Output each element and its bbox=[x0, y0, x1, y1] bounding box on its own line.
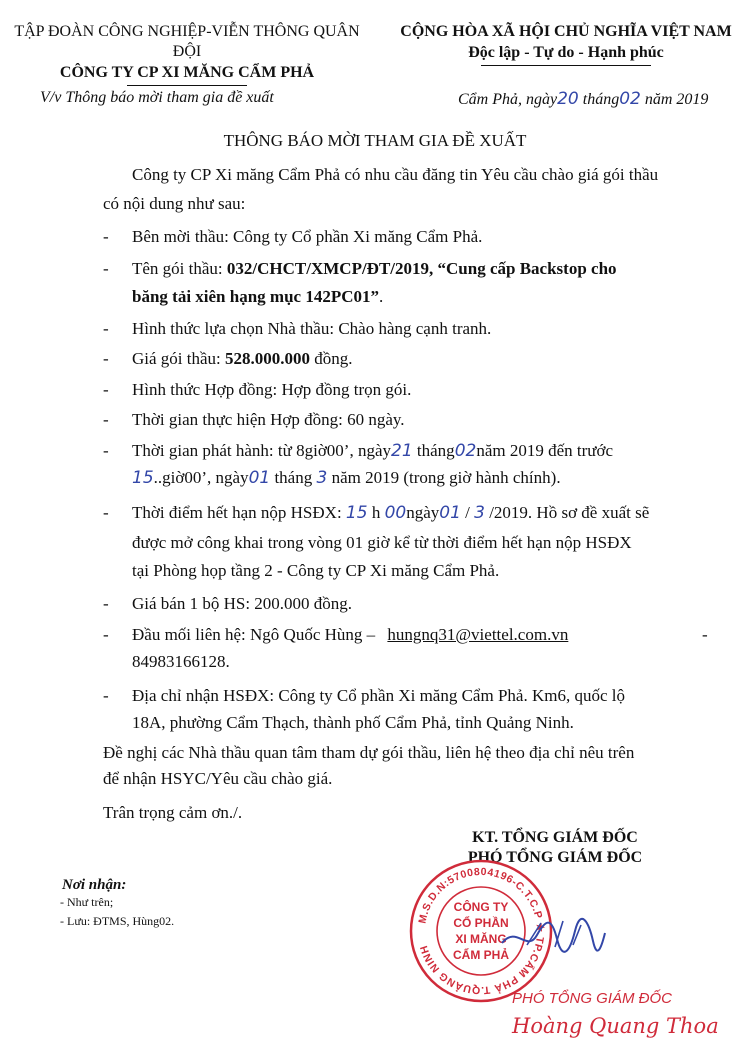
deadline-day: 01 bbox=[439, 503, 461, 523]
closing-thanks: Trân trọng cảm ơn./. bbox=[103, 803, 243, 822]
item-contract-form: Hình thức Hợp đồng: Hợp đồng trọn gói. bbox=[132, 380, 412, 399]
date-month: 02 bbox=[619, 89, 641, 109]
list-dash: - bbox=[103, 625, 109, 644]
package-name-2: băng tải xiên hạng mục 142PC01” bbox=[132, 287, 379, 306]
date-year: năm 2019 bbox=[644, 91, 709, 108]
org-company: CÔNG TY CP XI MĂNG CẨM PHẢ bbox=[59, 64, 315, 81]
place-prefix: Cẩm Phả, ngày bbox=[458, 91, 558, 108]
date-day: 20 bbox=[557, 89, 579, 109]
nation-name: CỘNG HÒA XÃ HỘI CHỦ NGHĨA VIỆT NAM bbox=[400, 23, 732, 40]
recipient-item: - Như trên; bbox=[60, 895, 114, 909]
price-label: Giá gói thầu: bbox=[132, 349, 226, 368]
sign-role: PHÓ TỔNG GIÁM ĐỐC bbox=[467, 849, 643, 866]
issue-hour: 15 bbox=[132, 468, 154, 488]
issue-day: 21 bbox=[391, 441, 413, 461]
stamp-line-1: CÔNG TY bbox=[453, 900, 509, 914]
list-dash: - bbox=[103, 410, 109, 429]
sign-name: Hoàng Quang Thoa bbox=[512, 1014, 719, 1038]
list-dash: - bbox=[103, 227, 109, 246]
item-sale-price: Giá bán 1 bộ HS: 200.000 đồng. bbox=[132, 594, 353, 613]
signature-scribble-icon bbox=[497, 905, 607, 965]
list-dash: - bbox=[103, 319, 109, 338]
item-duration: Thời gian thực hiện Hợp đồng: 60 ngày. bbox=[132, 410, 405, 429]
item-bidder: Bên mời thầu: Công ty Cổ phần Xi măng Cẩm Phả. bbox=[132, 227, 483, 246]
deadline-a: Thời điểm hết hạn nộp HSĐX: bbox=[132, 503, 342, 522]
list-dash: - bbox=[103, 259, 109, 278]
place-date bbox=[458, 89, 708, 109]
item-contact bbox=[132, 625, 568, 645]
recipients bbox=[62, 876, 174, 932]
intro-line-2: có nội dung như sau: bbox=[103, 194, 246, 213]
issue-a: Thời gian phát hành: từ 8giờ00’, ngày bbox=[132, 441, 392, 460]
deadline-c: ngày bbox=[406, 503, 440, 522]
deadline-month: 3 bbox=[474, 503, 485, 523]
item-address-2: 18A, phường Cẩm Thạch, thành phố Cẩm Phả, tỉnh Quảng Ninh. bbox=[132, 713, 574, 732]
issue-c: năm 2019 đến trước bbox=[476, 441, 614, 460]
stamp-line-3: XI MĂNG bbox=[455, 932, 507, 946]
item-deadline bbox=[132, 503, 649, 523]
contact-phone: 84983166128. bbox=[132, 652, 230, 671]
item-package-cont bbox=[132, 287, 383, 307]
price-value: 528.000.000 bbox=[225, 349, 311, 368]
contact-dash: - bbox=[702, 625, 708, 644]
recipient-item: - Lưu: ĐTMS, Hùng02. bbox=[60, 914, 175, 928]
subject-line: V/v Thông báo mời tham gia đề xuất bbox=[40, 89, 274, 106]
price-unit: đồng. bbox=[310, 349, 353, 368]
item-price bbox=[132, 349, 353, 369]
issue-month: 02 bbox=[454, 441, 477, 461]
package-name-1: 032/CHCT/XMCP/ĐT/2019, “Cung cấp Backstop cho bbox=[226, 259, 617, 278]
stamp-ring-text: M.S.D.N:5700804196-C.T.C.P ★ TP.CẨM PHẢ T.QUẢNG NINH bbox=[416, 865, 547, 997]
deadline-d: /2019. Hồ sơ đề xuất sẽ bbox=[489, 503, 650, 522]
issue-day2: 01 bbox=[248, 468, 271, 488]
issue-d: ..giờ00’, ngày bbox=[153, 468, 249, 487]
deadline-hour: 15 bbox=[345, 503, 368, 523]
issue-b: tháng bbox=[416, 441, 455, 460]
item-package bbox=[132, 259, 617, 279]
date-month-word: tháng bbox=[582, 91, 620, 108]
issue-f: năm 2019 (trong giờ hành chính). bbox=[331, 468, 561, 487]
deadline-sep: / bbox=[465, 503, 470, 522]
list-dash: - bbox=[103, 349, 109, 368]
issue-e: tháng bbox=[274, 468, 313, 487]
issue-month2: 3 bbox=[316, 468, 328, 488]
stamp-line-4: CẨM PHẢ bbox=[453, 948, 509, 962]
item-issue-time bbox=[132, 441, 613, 461]
deadline-line-2: được mở công khai trong vòng 01 giờ kể từ thời điểm hết hạn nộp HSĐX bbox=[132, 533, 632, 552]
package-end: . bbox=[379, 287, 384, 306]
stamp-line-2: CỔ PHẦN bbox=[453, 916, 509, 930]
contact-email-link[interactable]: hungnq31@viettel.com.vn bbox=[387, 625, 569, 644]
package-label: Tên gói thầu: bbox=[132, 259, 227, 278]
deadline-min: 00 bbox=[384, 503, 407, 523]
deadline-b: h bbox=[371, 503, 381, 522]
closing-line-1: Đề nghị các Nhà thầu quan tâm tham dự gói thầu, liên hệ theo địa chỉ nêu trên bbox=[103, 743, 635, 762]
sign-role-repeat: PHÓ TỔNG GIÁM ĐỐC bbox=[512, 990, 673, 1007]
header-right-rule bbox=[481, 65, 651, 66]
deadline-line-3: tại Phòng họp tầng 2 - Công ty CP Xi măng Cẩm Phả. bbox=[132, 561, 500, 580]
list-dash: - bbox=[103, 380, 109, 399]
recipients-heading: Nơi nhận: bbox=[62, 877, 127, 893]
sign-on-behalf: KT. TỔNG GIÁM ĐỐC bbox=[472, 829, 638, 846]
item-selection: Hình thức lựa chọn Nhà thầu: Chào hàng cạnh tranh. bbox=[132, 319, 492, 338]
list-dash: - bbox=[103, 503, 109, 522]
intro-line-1: Công ty CP Xi măng Cẩm Phả có nhu cầu đăng tin Yêu cầu chào giá gói thầu bbox=[132, 165, 659, 184]
item-issue-time-cont bbox=[132, 468, 561, 488]
page-title: THÔNG BÁO MỜI THAM GIA ĐỀ XUẤT bbox=[223, 131, 527, 150]
list-dash: - bbox=[103, 594, 109, 613]
org-parent: TẬP ĐOÀN CÔNG NGHIỆP-VIỄN THÔNG QUÂN ĐỘI bbox=[14, 23, 360, 60]
contact-a: Đầu mối liên hệ: Ngô Quốc Hùng – bbox=[132, 625, 376, 644]
header-right bbox=[382, 22, 750, 66]
nation-motto: Độc lập - Tự do - Hạnh phúc bbox=[468, 44, 664, 61]
item-address-1: Địa chỉ nhận HSĐX: Công ty Cổ phần Xi măng Cẩm Phả. Km6, quốc lộ bbox=[132, 686, 625, 705]
header-left-rule bbox=[127, 85, 247, 86]
header-left bbox=[0, 22, 374, 86]
list-dash: - bbox=[103, 441, 109, 460]
list-dash: - bbox=[103, 686, 109, 705]
closing-line-2: để nhận HSYC/Yêu cầu chào giá. bbox=[103, 769, 333, 788]
